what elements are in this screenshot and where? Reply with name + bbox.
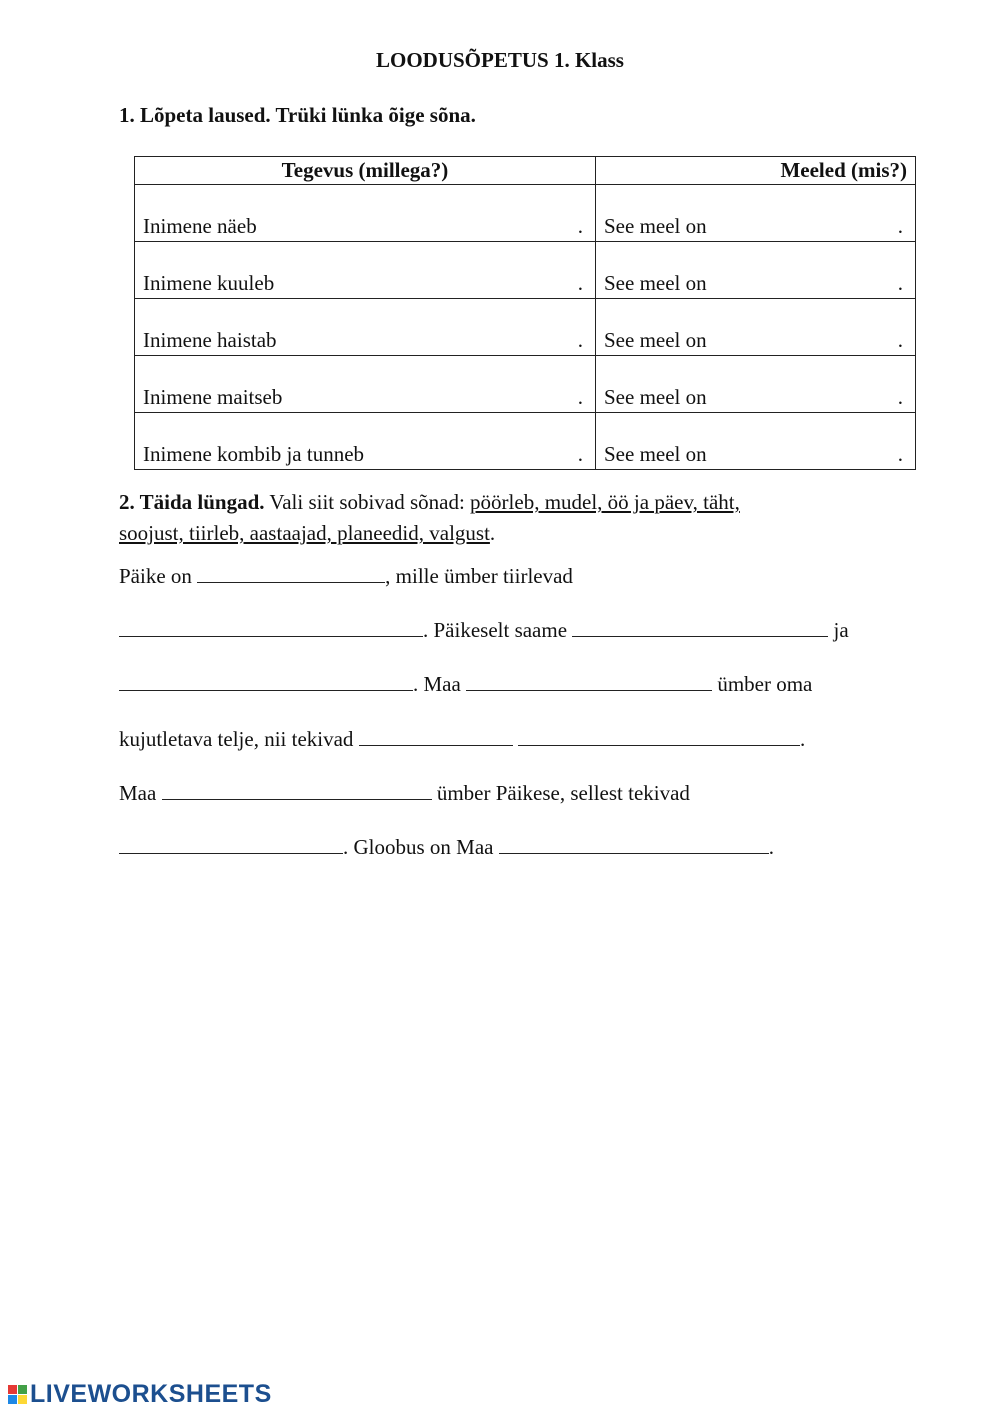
blank-field[interactable]: [119, 672, 413, 691]
line-text: . Päikeselt saame: [423, 618, 568, 642]
line-text: . Maa: [413, 672, 461, 696]
activity-cell[interactable]: [135, 356, 596, 413]
line-text: Päike on: [119, 564, 192, 588]
activity-cell[interactable]: [135, 299, 596, 356]
logo-text: LIVEWORKSHEETS: [30, 1380, 272, 1408]
table-row: [135, 299, 916, 356]
sense-text: See meel on: [604, 385, 707, 409]
blank-field[interactable]: [499, 835, 769, 854]
table-row: [135, 242, 916, 299]
period: .: [897, 328, 903, 352]
sense-cell[interactable]: [596, 413, 916, 470]
sense-text: See meel on: [604, 328, 707, 352]
word-list-line1: pöörleb, mudel, öö ja päev, täht,: [470, 490, 740, 514]
period: .: [577, 385, 583, 409]
blank-field[interactable]: [518, 727, 800, 746]
worksheet-title: LOODUSÕPETUS 1. Klass: [376, 48, 624, 72]
line-text: .: [799, 727, 806, 751]
activity-text: Inimene kuuleb: [143, 271, 275, 295]
line-text: . Gloobus on Maa: [343, 835, 494, 859]
task2-heading: [119, 487, 839, 549]
sense-text: See meel on: [604, 214, 707, 238]
line-text: ja: [833, 618, 849, 642]
cube-green: [18, 1385, 27, 1394]
line-text: Maa: [119, 781, 157, 805]
fill-line-6: [119, 835, 774, 860]
period: .: [577, 328, 583, 352]
line-text: .: [768, 835, 774, 859]
period: .: [897, 385, 903, 409]
blank-field[interactable]: [162, 781, 432, 800]
word-list-line2: soojust, tiirleb, aastaajad, planeedid, valgust: [119, 521, 490, 545]
header-activity: Tegevus (millega?): [135, 157, 596, 185]
activity-text: Inimene haistab: [143, 328, 277, 352]
table-header-row: [135, 157, 916, 185]
table-row: [135, 413, 916, 470]
fill-line-5: [119, 781, 690, 806]
sense-cell[interactable]: [596, 185, 916, 242]
header-senses: Meeled (mis?): [596, 157, 916, 185]
blank-field[interactable]: [359, 727, 513, 746]
activity-text: Inimene kombib ja tunneb: [143, 442, 365, 466]
line-text: ümber Päikese, sellest tekivad: [436, 781, 690, 805]
cube-red: [8, 1385, 17, 1394]
sense-cell[interactable]: [596, 299, 916, 356]
period: .: [897, 214, 903, 238]
line-text: ümber oma: [717, 672, 813, 696]
activity-text: Inimene näeb: [143, 214, 257, 238]
sense-text: See meel on: [604, 271, 707, 295]
logo-cubes-icon: [8, 1385, 27, 1404]
fill-line-3: [119, 672, 812, 697]
word-list-end: .: [489, 521, 496, 545]
sense-cell[interactable]: [596, 356, 916, 413]
blank-field[interactable]: [572, 618, 828, 637]
blank-field[interactable]: [119, 618, 423, 637]
period: .: [897, 271, 903, 295]
activity-cell[interactable]: [135, 413, 596, 470]
activity-text: Inimene maitseb: [143, 385, 283, 409]
liveworksheets-logo: [8, 1380, 272, 1409]
period: .: [577, 214, 583, 238]
period: .: [897, 442, 903, 466]
task2-heading-rest: Vali siit sobivad sõnad:: [264, 490, 471, 514]
sense-cell[interactable]: [596, 242, 916, 299]
blank-field[interactable]: [119, 835, 343, 854]
blank-field[interactable]: [466, 672, 712, 691]
task2-heading-bold: 2. Täida lüngad.: [119, 490, 265, 514]
line-text: , mille ümber tiirlevad: [385, 564, 573, 588]
cube-blue: [8, 1395, 17, 1404]
activity-cell[interactable]: [135, 242, 596, 299]
table-row: [135, 185, 916, 242]
blank-field[interactable]: [197, 564, 385, 583]
fill-line-2: [119, 618, 849, 643]
task1-heading: 1. Lõpeta laused. Trüki lünka õige sõna.: [119, 103, 476, 127]
table-row: [135, 356, 916, 413]
fill-line-4: [119, 727, 805, 752]
cube-yellow: [18, 1395, 27, 1404]
line-text: kujutletava telje, nii tekivad: [119, 727, 354, 751]
period: .: [577, 442, 583, 466]
fill-line-1: [119, 564, 573, 589]
senses-table: [134, 156, 916, 470]
period: .: [577, 271, 583, 295]
sense-text: See meel on: [604, 442, 707, 466]
activity-cell[interactable]: [135, 185, 596, 242]
